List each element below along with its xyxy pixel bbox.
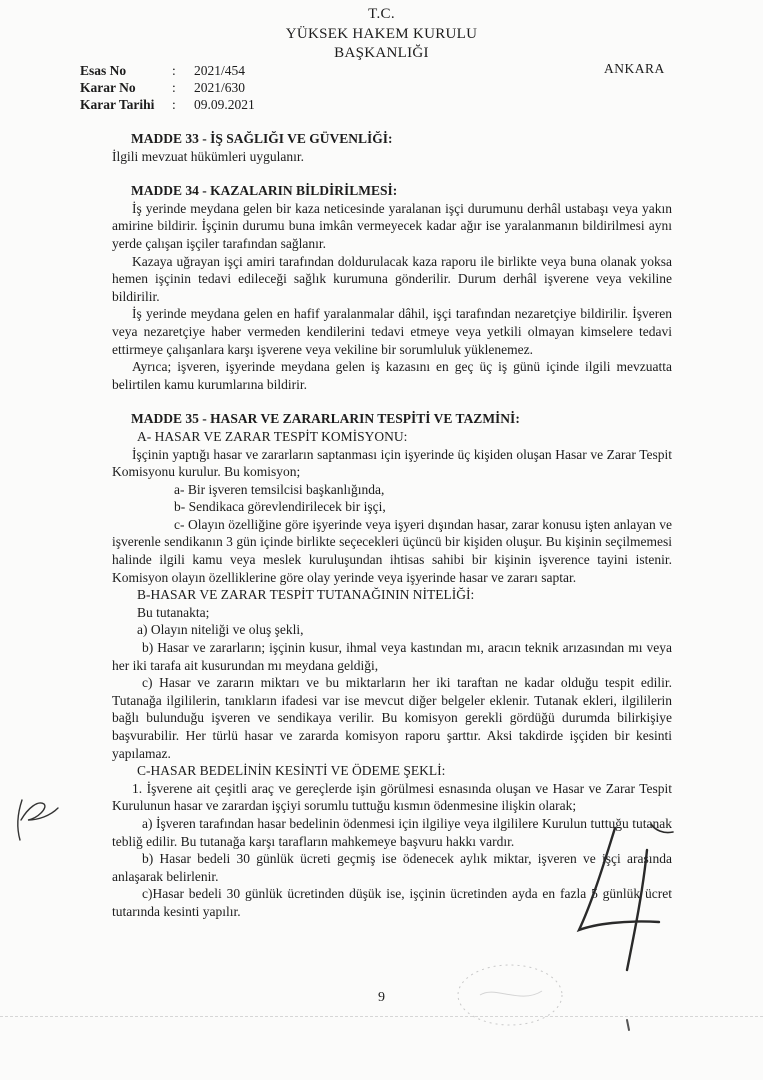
- tarih-row: [80, 96, 255, 113]
- city: ANKARA: [604, 61, 665, 76]
- section-a-item-2: b- Sendikaca görevlendirilecek bir işçi,: [174, 499, 386, 515]
- section-a-p1: İşçinin yaptığı hasar ve zararların saptanması için işyerinde üç kişiden oluşan Hasar ve Zarar Tespit Komisyonu kurulur. Bu komisyon;: [112, 446, 672, 480]
- signature-mark: [555, 820, 695, 980]
- section-c-item-2: b) Hasar bedeli 30 günlük ücreti geçmiş ise ödenecek aylık miktar, işveren ve işçi arasında anlaşarak belirlenir.: [112, 851, 672, 884]
- madde-34-title: MADDE 34 - KAZALARIN BİLDİRİLMESİ:: [131, 183, 398, 199]
- madde-34-p2: Kazaya uğrayan işçi amiri tarafından doldurulacak kaza raporu ile birlikte veya buna olanak yoksa hemen işçinin tedavi edileceği sağlık kurumuna gönderilir. Durum derhâl işverene veya vekiline bildirilir.: [112, 253, 672, 304]
- corner-tick-mark: [624, 1018, 634, 1032]
- madde-35-title: MADDE 35 - HASAR VE ZARARLARIN TESPİTİ VE TAZMİNİ:: [131, 411, 520, 427]
- document-body: [112, 130, 672, 921]
- header-tc: T.C.: [368, 6, 395, 22]
- section-b-title: B-HASAR VE ZARAR TESPİT TUTANAĞININ NİTELİĞİ:: [137, 587, 475, 603]
- esas-label: Esas No: [80, 63, 127, 78]
- karar-label: Karar No: [80, 80, 136, 95]
- section-c-p1: 1. İşverene ait çeşitli araç ve gereçlerde işin görülmesi esnasında oluşan ve Hasar ve Zarar Tespit Kurulunun hasar ve zarardan işçiyi sorumlu tuttuğu kısmın ödenmesine ilişkin olarak;: [112, 780, 672, 814]
- section-b-p1: Bu tutanakta;: [137, 604, 210, 620]
- header-institution: YÜKSEK HAKEM KURULU: [285, 26, 478, 42]
- esas-value: 2021/454: [194, 63, 246, 78]
- section-c-title: C-HASAR BEDELİNİN KESİNTİ VE ÖDEME ŞEKLİ:: [137, 763, 446, 779]
- madde-33-p1: İlgili mevzuat hükümleri uygulanır.: [112, 148, 304, 164]
- tarih-value: 09.09.2021: [194, 97, 255, 112]
- karar-sep: :: [172, 80, 176, 95]
- page-number: 9: [378, 990, 385, 1005]
- madde-34-p1: İş yerinde meydana gelen bir kaza neticesinde yaralanan işçi durumunu derhâl ustabaşı veya yakın amirine bildirir. İşçinin durumu buna imkân vermeyecek kadar ağır ise yaralanmanın bildirilmesi aynı yerde çalışan işçiler tarafından sağlanır.: [112, 200, 672, 251]
- section-c-item-3: c)Hasar bedeli 30 günlük ücretinden düşük ise, işçinin ücretinden ayda en fazla 5 günlük ücret tutarında kesinti yapılır.: [112, 886, 672, 919]
- section-b-item-3: c) Hasar ve zararın miktarı ve bu miktarların her iki taraftan ne kadar olduğu tespit edilir. Tutanağa ilgililerin, tanıkların ifadesi var ise mevcut diğer belgeler eklenir. Tutanak ekleri, ilgililerin bağlı bulunduğu işveren ve sendikaya verilir. Bu komisyon gerekli gördüğü durumda bilirkişiye başvurabilir. Her türlü hasar ve zararda komisyon raporu şarttır. Aksi takdirde işçiden bir kesinti yapılamaz.: [112, 675, 672, 761]
- header-presidency: BAŞKANLIĞI: [334, 45, 429, 61]
- section-b-item-2: b) Hasar ve zararların; işçinin kusur, ihmal veya kastından mı, aracın teknik arızasından mı veya her iki tarafa ait kusurundan mı meydana geldiği,: [112, 640, 672, 673]
- section-a-item-1: a- Bir işveren temsilcisi başkanlığında,: [174, 481, 385, 497]
- footer-divider: [0, 1016, 763, 1017]
- esas-sep: :: [172, 63, 176, 78]
- section-c-item-1: a) İşveren tarafından hasar bedelinin ödenmesi için ilgiliye veya ilgililere Kurulun tuttuğu tutanak tebliğ edilir. Bu tutanağa karşı tarafların mahkemeye başvuru hakkı vardır.: [112, 815, 672, 849]
- section-a-title: A- HASAR VE ZARAR TESPİT KOMİSYONU:: [137, 428, 408, 444]
- margin-initials-mark: [8, 790, 68, 850]
- section-b-item-1: a) Olayın niteliği ve oluş şekli,: [137, 622, 304, 638]
- esas-row: [80, 62, 255, 79]
- stamp-smudge: [450, 955, 570, 1035]
- madde-33-title: MADDE 33 - İŞ SAĞLIĞI VE GÜVENLİĞİ:: [131, 131, 393, 146]
- case-meta: [80, 62, 255, 113]
- section-a-item-3: c- Olayın özelliğine göre işyerinde veya işyeri dışından hasar, zarar konusu işten anlayan ve işverenle sendikanın 3 gün içinde birlikte seçecekleri üçüncü bir kişiden oluşur. Bu kişinin seçilmemesi halinde ilgili kamu veya meslek kuruluşundan ihtisas sahibi bir kişinin işverence tayini istenir. Komisyon olayın özelliklerine göre olay yerinde veya işyerinde hasar ve zararı saptar.: [112, 516, 672, 585]
- madde-34-p4: Ayrıca; işveren, işyerinde meydana gelen iş kazasını en geç üç iş günü içinde ilgili mevzuatta belirtilen kamu kurumlarına bildirir.: [112, 359, 672, 392]
- karar-row: [80, 79, 255, 96]
- tarih-sep: :: [172, 97, 176, 112]
- madde-34-p3: İş yerinde meydana gelen en hafif yaralanmalar dâhil, işçi tarafından nezaretçiye bildirilir. İşveren veya nezaretçiye haber vermeden kendilerini tedavi etmeye veya yetkili olmayan kimselere tedavi ettirmeye çalışanlara karşı işverene veya vekiline bir sorumluluk yüklenemez.: [112, 306, 672, 357]
- karar-value: 2021/630: [194, 80, 246, 95]
- tarih-label: Karar Tarihi: [80, 97, 155, 112]
